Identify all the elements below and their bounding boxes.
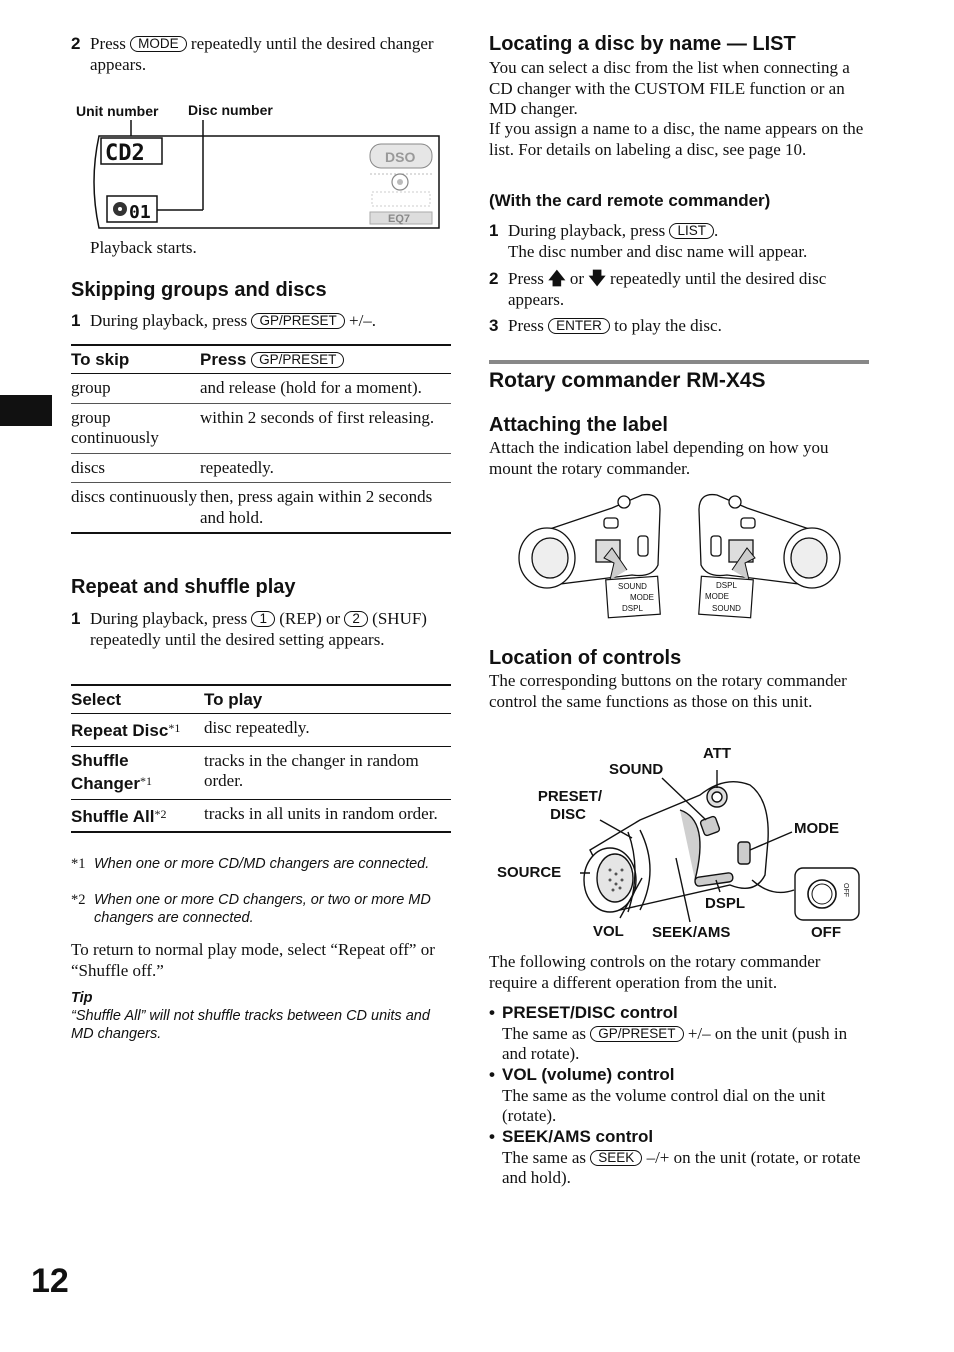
source-label: SOURCE — [497, 864, 562, 881]
dspl-label: DSPL — [705, 895, 746, 912]
page-number: 12 — [31, 1262, 69, 1300]
preset-label: PRESET/ DISC — [537, 788, 602, 823]
button-2: 2 — [344, 611, 368, 627]
repeat-step: 1 During playback, press 1 (REP) or 2 (SHUF) repeatedly until the desired setting appears. — [71, 609, 427, 649]
repeat-heading: Repeat and shuffle play — [71, 576, 296, 598]
side-tab — [0, 395, 52, 426]
list-para-1: You can select a disc from the list when connecting a CD changer with the CUSTOM FILE function or an MD changer. — [489, 58, 850, 118]
select-col-header: Select — [71, 685, 204, 714]
sound-label: SOUND — [609, 761, 664, 778]
table-row: discs repeatedly. — [71, 453, 451, 483]
label-a-mode: MODE — [630, 593, 654, 602]
eq-indicator: EQ7 — [388, 213, 411, 225]
press-col-header: Press GP/PRESET — [200, 345, 451, 374]
list-button: LIST — [669, 223, 714, 239]
off-small-text: OFF — [842, 883, 849, 897]
list-step-2: 2 Press 🡅 or 🡇 repeatedly until the desired disc appears. — [489, 269, 827, 309]
commander-right — [699, 495, 840, 588]
label-a-dspl: DSPL — [622, 604, 643, 613]
mode-label: MODE — [794, 820, 839, 837]
footnote-2: *2 When one or more CD changers, or two or more MD changers are connected. — [71, 892, 431, 926]
bullet-vol: • VOL (volume) control The same as the volume control dial on the unit (rotate). — [489, 1065, 826, 1125]
to-play-col-header: To play — [204, 685, 451, 714]
skip-heading: Skipping groups and discs — [71, 279, 327, 301]
tip-label: Tip — [71, 990, 93, 1006]
label-b-mode: MODE — [705, 592, 729, 601]
label-b-sound: SOUND — [712, 604, 741, 613]
table-row: discs continuously then, press again within 2 seconds and hold. — [71, 487, 433, 527]
button-1: 1 — [251, 611, 275, 627]
return-note: To return to normal play mode, select “Repeat off” or “Shuffle off.” — [71, 940, 435, 980]
attach-text: Attach the indication label depending on how you mount the rotary commander. — [489, 438, 829, 478]
disc-number-label: Disc number — [188, 102, 273, 118]
off-label: OFF — [811, 924, 841, 941]
table-row: Shuffle Changer$^{*1}$ tracks in the changer in random order. — [71, 746, 451, 799]
label-b-dspl: DSPL — [716, 581, 737, 590]
footnote-1: *1 When one or more CD/MD changers are connected. — [71, 856, 430, 872]
table-row: group and release (hold for a moment). — [71, 374, 451, 404]
enter-button: ENTER — [548, 318, 610, 334]
unit-number-label: Unit number — [76, 103, 159, 119]
display-illustration — [85, 118, 445, 233]
list-para-2: If you assign a name to a disc, the name appears on the list. For details on labeling a disc, see page 10. — [489, 119, 864, 159]
card-remote-subheading: (With the card remote commander) — [489, 191, 771, 210]
changer-indicator: CD2 — [105, 141, 145, 166]
dso-indicator: DSO — [385, 149, 416, 165]
label-attach-illustration — [512, 490, 847, 620]
bullet-seek-ams: • SEEK/AMS control The same as SEEK –/+ on the unit (rotate, or rotate and hold). — [489, 1127, 861, 1187]
gp-preset-button: GP/PRESET — [251, 352, 344, 368]
down-arrow-icon: 🡇 — [588, 269, 606, 288]
label-a-sound: SOUND — [618, 582, 647, 591]
tip-text: “Shuffle All” will not shuffle tracks between CD units and MD changers. — [71, 1008, 430, 1042]
gp-preset-button: GP/PRESET — [590, 1026, 683, 1042]
repeat-table — [71, 684, 451, 833]
commander-left — [519, 495, 660, 588]
list-heading: Locating a disc by name — LIST — [489, 33, 796, 55]
section-divider — [489, 360, 869, 364]
disc-indicator: 01 — [129, 202, 151, 223]
step-press-mode: 2 Press MODE repeatedly until the desired changer appears. — [71, 34, 434, 74]
skip-step: 1 During playback, press GP/PRESET +/–. — [71, 311, 377, 330]
location-heading: Location of controls — [489, 647, 682, 669]
playback-starts: Playback starts. — [90, 238, 197, 257]
list-step-1: 1 During playback, press LIST . The disc number and disc name will appear. — [489, 221, 808, 261]
seek-button: SEEK — [590, 1150, 642, 1166]
table-row: Shuffle All$^{*2}$ tracks in all units in random order. — [71, 803, 438, 826]
table-row: group continuously within 2 seconds of first releasing. — [71, 403, 451, 453]
following-text: The following controls on the rotary commander require a different operation from the unit. — [489, 952, 821, 992]
location-text: The corresponding buttons on the rotary commander control the same functions as those on this unit. — [489, 671, 847, 711]
bullet-preset-disc: • PRESET/DISC control The same as GP/PRESET +/– on the unit (push in and rotate). — [489, 1003, 848, 1063]
gp-preset-button: GP/PRESET — [251, 313, 344, 329]
skip-table — [71, 344, 451, 534]
rotary-heading: Rotary commander RM-X4S — [489, 369, 766, 392]
mode-button: MODE — [130, 36, 187, 52]
seek-ams-label: SEEK/AMS — [652, 924, 731, 941]
up-arrow-icon: 🡅 — [548, 269, 566, 288]
table-row: Repeat Disc$^{*1}$ disc repeatedly. — [71, 714, 451, 747]
skip-col-header: To skip — [71, 345, 200, 374]
vol-label: VOL — [593, 923, 624, 940]
att-label: ATT — [703, 745, 732, 762]
list-step-3: 3 Press ENTER to play the disc. — [489, 316, 722, 335]
attach-heading: Attaching the label — [489, 414, 668, 436]
